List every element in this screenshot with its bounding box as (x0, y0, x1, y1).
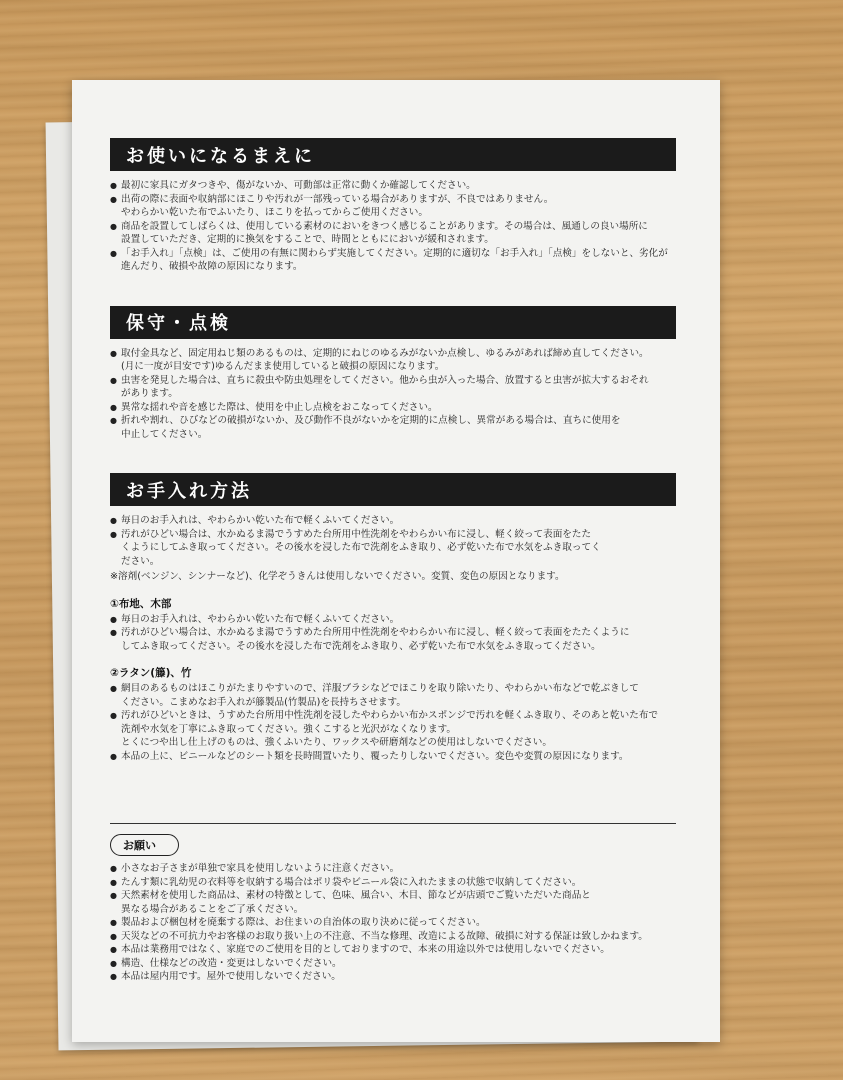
list-item: ● 汚れがひどいときは、うすめた台所用中性洗剤を浸したやわらかい布かスポンジで汚れを軽くふき取り、そのあと乾いた布で 洗剤や水気を丁寧にふき取ってください。強くこすると光沢がなくなります。 とくにつや出し仕上げのものは、強くふいたり、ワックスや研磨剤などの使用はしないでください。 (110, 709, 676, 750)
list-item: ● 天然素材を使用した商品は、素材の特徴として、色味、風合い、木目、節などが店頭でご覧いただいた商品と 異なる場合があることをご了承ください。 (110, 889, 676, 916)
list-item: ● たんす類に乳幼児の衣料等を収納する場合はポリ袋やビニール袋に入れたままの状態で収納してください。 (110, 876, 676, 890)
fabric-wood-list (110, 613, 676, 654)
list-item: ● 汚れがひどい場合は、水かぬるま湯でうすめた台所用中性洗剤をやわらかい布に浸し、軽く絞って表面をたた くようにしてふき取ってください。その後水を浸した布で洗剤をふき取り、必ず乾いた布で水気をふき取ってく ださい。 (110, 528, 676, 569)
request-list (110, 862, 676, 984)
list-item: ● 異常な揺れや音を感じた際は、使用を中止し点検をおこなってください。 (110, 401, 676, 415)
list-item: ● 構造、仕様などの改造・変更はしないでください。 (110, 957, 676, 971)
subhead-rattan-bamboo: ②ラタン(籐)、竹 (110, 667, 192, 679)
list-item: ● 本品は屋内用です。屋外で使用しないでください。 (110, 970, 676, 984)
list-item: ● 製品および梱包材を廃棄する際は、お住まいの自治体の取り決めに従ってください。 (110, 916, 676, 930)
list-item: ● 毎日のお手入れは、やわらかい乾いた布で軽くふいてください。 (110, 613, 676, 627)
before-use-list (110, 179, 676, 274)
list-item: ● 取付金具など、固定用ねじ類のあるものは、定期的にねじのゆるみがないか点検し、ゆるみがあれば締め直してください。 (月に一度が目安です)ゆるんだまま使用していると破損の原因になります。 (110, 347, 676, 374)
section-header-before-use: お使いになるまえに (110, 138, 676, 171)
rattan-bamboo-list (110, 682, 676, 763)
request-label: お願い (110, 834, 179, 856)
list-item: ● 虫害を発見した場合は、直ちに殺虫や防虫処理をしてください。他から虫が入った場合、放置すると虫害が拡大するおそれ があります。 (110, 374, 676, 401)
section-header-care: お手入れ方法 (110, 473, 676, 506)
subhead-fabric-wood: ①布地、木部 (110, 597, 172, 610)
care-note: ※溶剤(ベンジン、シンナーなど)、化学ぞうきんは使用しないでください。変質、変色の原因となります。 (110, 571, 565, 582)
list-item: ● 天災などの不可抗力やお客様のお取り扱い上の不注意、不当な修理、改造による故障、破損に対する保証は致しかねます。 (110, 930, 676, 944)
care-list (110, 514, 676, 568)
section-header-maintenance: 保守・点検 (110, 306, 676, 339)
list-item: ● 網目のあるものはほこりがたまりやすいので、洋服ブラシなどでほこりを取り除いたり、やわらかい布などで乾ぶきして ください。こまめなお手入れが籐製品(竹製品)を長持ちさせます。 (110, 682, 676, 709)
page-content (110, 138, 676, 984)
list-item: ● 本品の上に、ビニールなどのシート類を長時間置いたり、覆ったりしないでください。変色や変質の原因になります。 (110, 750, 676, 764)
list-item: ● 出荷の際に表面や収納部にほこりや汚れが一部残っている場合がありますが、不良ではありません。 やわらかい乾いた布でふいたり、ほこりを払ってからご使用ください。 (110, 193, 676, 220)
list-item: ● 「お手入れ」「点検」は、ご使用の有無に関わらず実施してください。定期的に適切な「お手入れ」「点検」をしないと、劣化が 進んだり、破損や故障の原因になります。 (110, 247, 676, 274)
manual-page (72, 80, 720, 1042)
maintenance-list (110, 347, 676, 442)
list-item: ● 商品を設置してしばらくは、使用している素材のにおいをきつく感じることがあります。その場合は、風通しの良い場所に 設置していただき、定期的に換気をすることで、時間とともににおいが緩和されます。 (110, 220, 676, 247)
list-item: ● 小さなお子さまが単独で家具を使用しないように注意ください。 (110, 862, 676, 876)
list-item: ● 毎日のお手入れは、やわらかい乾いた布で軽くふいてください。 (110, 514, 676, 528)
list-item: ● 折れや割れ、ひびなどの破損がないか、及び動作不良がないかを定期的に点検し、異常がある場合は、直ちに使用を 中止してください。 (110, 414, 676, 441)
list-item: ● 本品は業務用ではなく、家庭でのご使用を目的としておりますので、本来の用途以外では使用しないでください。 (110, 943, 676, 957)
list-item: ● 汚れがひどい場合は、水かぬるま湯でうすめた台所用中性洗剤をやわらかい布に浸し、軽く絞って表面をたたくように してふき取ってください。その後水を浸した布で洗剤をふき取り、必ず乾いた布で水気をふき取ってください。 (110, 626, 676, 653)
section-divider (110, 823, 676, 824)
list-item: ● 最初に家具にガタつきや、傷がないか、可動部は正常に動くか確認してください。 (110, 179, 676, 193)
